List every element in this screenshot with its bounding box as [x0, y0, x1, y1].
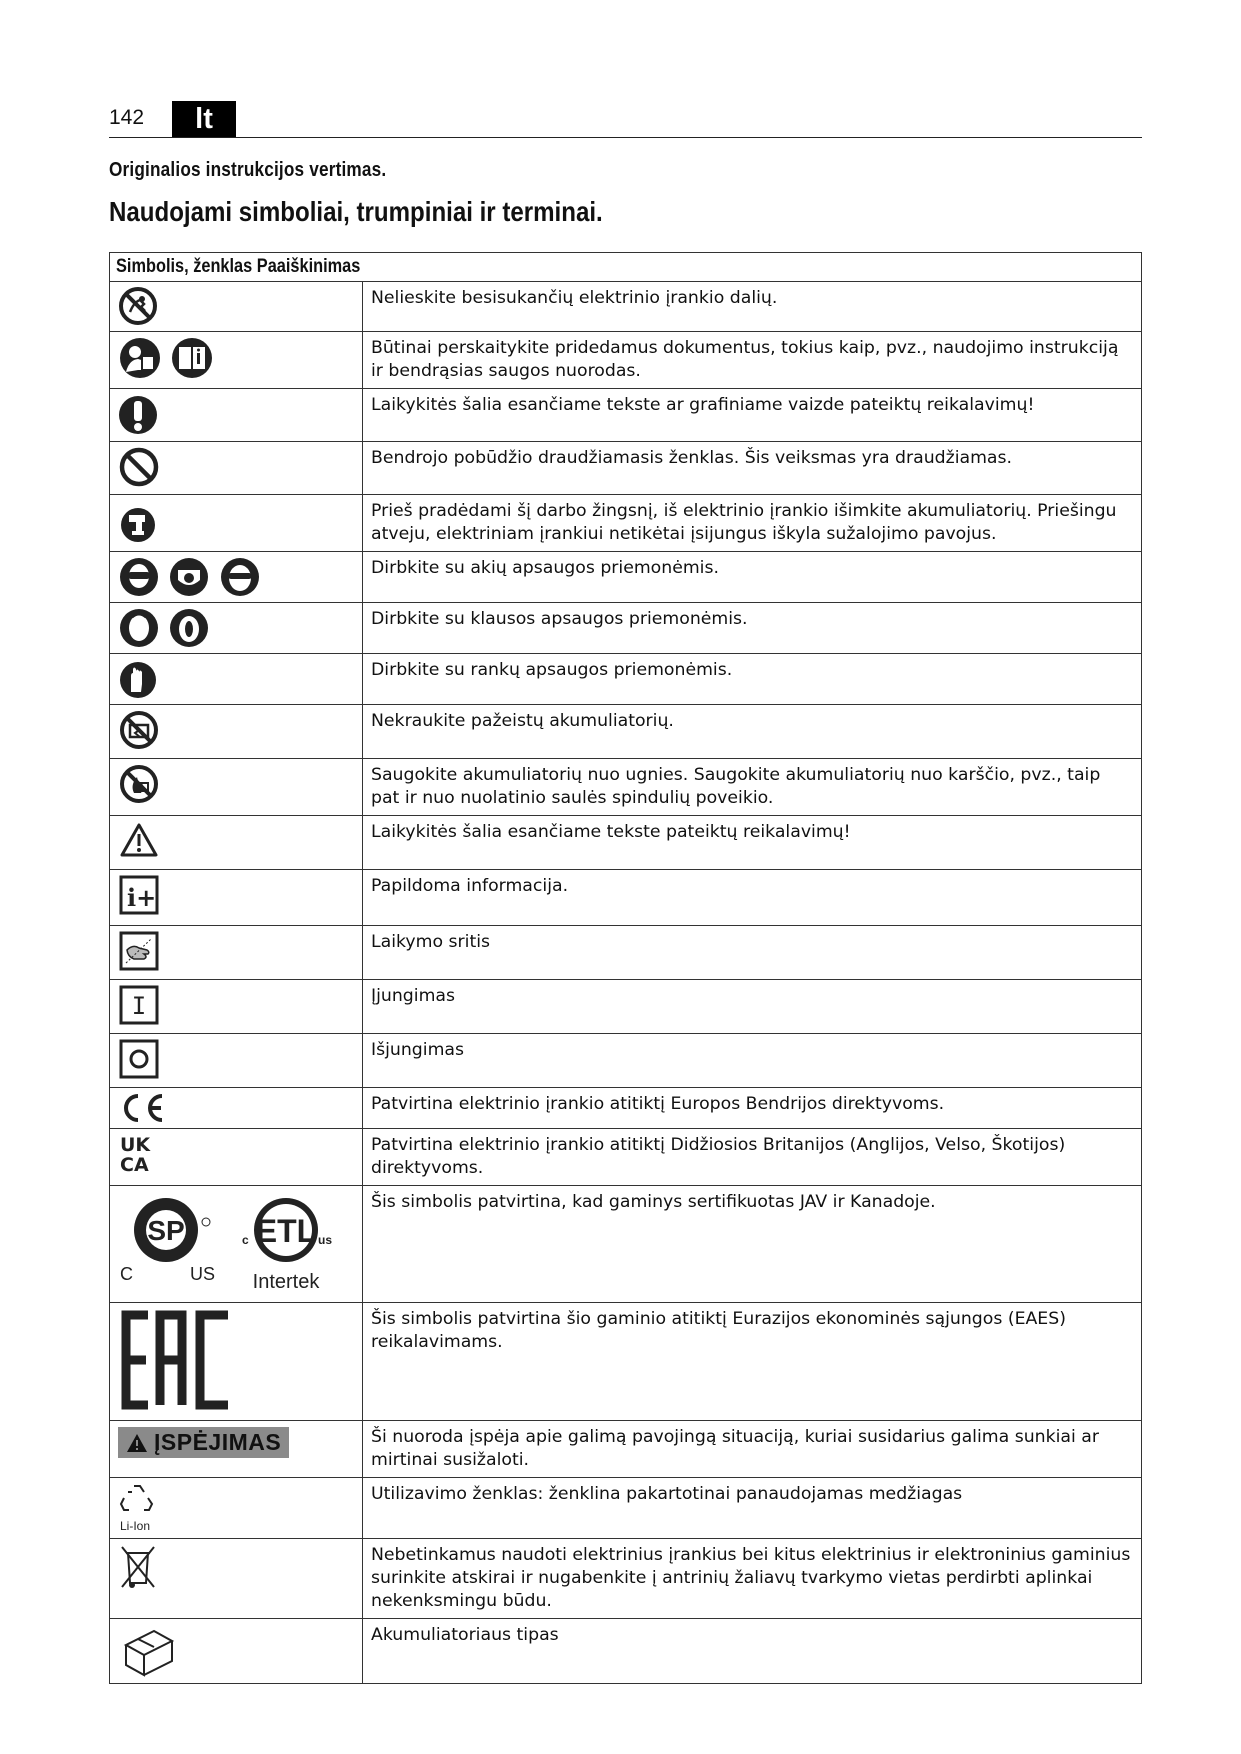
warning-triangle-icon: [118, 820, 160, 860]
svg-text:I: I: [131, 992, 147, 1020]
svg-text:ETL: ETL: [256, 1213, 317, 1249]
row-description: Nebetinkamus naudoti elektrinius įrankius bei kitus elektrinius ir elektroninius gaminius surinkite atskirai ir nugabenkite į antrinių žaliavų tvarkymo vietas perdirbti aplinkai nekenksmingu būdu.: [363, 1539, 1142, 1619]
row-description: Išjungimas: [363, 1034, 1142, 1088]
svg-text:EAC: EAC: [118, 1307, 121, 1308]
svg-text:us: us: [318, 1233, 333, 1247]
table-row: [110, 603, 1142, 654]
goggles-icon: [219, 556, 261, 598]
weee-bin-icon: [118, 1543, 160, 1591]
col-explanation-header: Paaiškinimas: [256, 256, 361, 277]
document-title: Naudojami simboliai, trumpiniai ir terminai.: [109, 196, 603, 227]
ear-protection-icon: [118, 607, 160, 649]
language-badge: lt: [172, 101, 236, 138]
row-description: Būtinai perskaitykite pridedamus dokumentus, tokius kaip, pvz., naudojimo instrukciją ir bendrąsias saugos nuorodas.: [363, 332, 1142, 389]
csa-mark-icon: [118, 1190, 228, 1290]
prohibition-icon: [118, 446, 160, 488]
table-row: [110, 705, 1142, 759]
row-description: Šis simbolis patvirtina šio gaminio atitiktį Eurazijos ekonominės sąjungos (EAES) reikalavimams.: [363, 1303, 1142, 1421]
no-damaged-battery-icon: [118, 709, 160, 751]
recycling-li-ion-icon: [118, 1482, 162, 1534]
hand-protection-icon: [118, 658, 158, 700]
svg-text:US: US: [190, 1264, 216, 1284]
table-row: [110, 870, 1142, 926]
row-description: Patvirtina elektrinio įrankio atitiktį Didžiosios Britanijos (Anglijos, Velso, Škotijos) direktyvoms.: [363, 1129, 1142, 1186]
ukca-mark-icon: [118, 1133, 158, 1175]
row-description: Nelieskite besisukančių elektrinio įrankio dalių.: [363, 282, 1142, 332]
table-row: [110, 389, 1142, 442]
eye-protection-icon: [118, 556, 160, 598]
svg-text:CA: CA: [120, 1154, 149, 1175]
table-row: [110, 1539, 1142, 1619]
row-description: Šis simbolis patvirtina, kad gaminys sertifikuotas JAV ir Kanadoje.: [363, 1186, 1142, 1303]
page-number: 142: [109, 106, 145, 129]
no-touch-rotating-icon: [118, 286, 158, 326]
row-description: Laikykitės šalia esančiame tekste ar grafiniame vaizde pateiktų reikalavimų!: [363, 389, 1142, 442]
row-description: Saugokite akumuliatorių nuo ugnies. Saugokite akumuliatorių nuo karščio, pvz., taip pat ir nuo nuolatinio saulės spindulių poveikio.: [363, 759, 1142, 816]
svg-text:SP: SP: [147, 1215, 185, 1246]
svg-text:Intertek: Intertek: [253, 1271, 320, 1293]
svg-text:UK: UK: [120, 1134, 151, 1156]
table-row: [110, 816, 1142, 870]
row-description: Dirbkite su klausos apsaugos priemonėmis.: [363, 603, 1142, 654]
row-description: Utilizavimo ženklas: ženklina pakartotinai panaudojamas medžiagas: [363, 1478, 1142, 1539]
table-row: [110, 759, 1142, 816]
power-off-icon: [118, 1038, 160, 1080]
table-row: [110, 1034, 1142, 1088]
table-row: [110, 1088, 1142, 1129]
row-description: Akumuliatoriaus tipas: [363, 1619, 1142, 1684]
row-description: Prieš pradėdami šį darbo žingsnį, iš elektrinio įrankio išimkite akumuliatorių. Priešingu atveju, elektriniam įrankiui netikėtai įsijungus iškyla sužalojimo pavojus.: [363, 495, 1142, 552]
row-description: Bendrojo pobūdžio draudžiamasis ženklas. Šis veiksmas yra draudžiamas.: [363, 442, 1142, 495]
table-row: [110, 980, 1142, 1034]
table-header-row: [110, 253, 1142, 282]
table-row: [110, 926, 1142, 980]
symbols-table: [109, 252, 1142, 1684]
document-subtitle: Originalios instrukcijos vertimas.: [109, 159, 387, 181]
table-row: [110, 1303, 1142, 1421]
row-description: Patvirtina elektrinio įrankio atitiktį Europos Bendrijos direktyvoms.: [363, 1088, 1142, 1129]
etl-mark-icon: [236, 1190, 336, 1296]
table-row: [110, 552, 1142, 603]
table-row: [110, 332, 1142, 389]
ear-muffs-icon: [168, 607, 210, 649]
table-row: [110, 1421, 1142, 1478]
power-on-icon: [118, 984, 160, 1026]
row-description: Papildoma informacija.: [363, 870, 1142, 926]
table-row: [110, 1478, 1142, 1539]
table-row: [110, 1129, 1142, 1186]
eac-mark-icon: [118, 1307, 238, 1413]
col-symbol-header: Simbolis, ženklas: [116, 256, 253, 277]
row-description: Laikykitės šalia esančiame tekste pateiktų reikalavimų!: [363, 816, 1142, 870]
no-fire-battery-icon: [118, 763, 160, 805]
table-row: [110, 495, 1142, 552]
manual-book-icon: [170, 336, 214, 380]
info-plus-icon: [118, 874, 160, 916]
table-row: [110, 442, 1142, 495]
row-description: Įjungimas: [363, 980, 1142, 1034]
face-shield-icon: [168, 556, 210, 598]
row-description: Laikymo sritis: [363, 926, 1142, 980]
exclamation-icon: [118, 393, 158, 437]
table-row: [110, 282, 1142, 332]
table-row: [110, 654, 1142, 705]
svg-text:C: C: [120, 1264, 133, 1284]
remove-battery-icon: [118, 499, 158, 543]
row-description: Nekraukite pažeistų akumuliatorių.: [363, 705, 1142, 759]
read-manual-icon: [118, 336, 162, 380]
grip-area-icon: [118, 930, 160, 972]
header-rule: [109, 137, 1142, 138]
svg-text:Li-Ion: Li-Ion: [120, 1519, 151, 1533]
svg-text:c: c: [242, 1233, 250, 1247]
table-row: [110, 1619, 1142, 1684]
row-description: Ši nuoroda įspėja apie galimą pavojingą situaciją, kuriai susidarius galima sunkiai ar mirtinai susižaloti.: [363, 1421, 1142, 1478]
warning-label-icon: ĮSPĖJIMAS: [118, 1427, 289, 1458]
battery-pack-icon: [118, 1623, 176, 1679]
row-description: Dirbkite su akių apsaugos priemonėmis.: [363, 552, 1142, 603]
row-description: Dirbkite su rankų apsaugos priemonėmis.: [363, 654, 1142, 705]
table-row: [110, 1186, 1142, 1303]
ce-mark-icon: [118, 1092, 166, 1124]
svg-text:i+: i+: [127, 883, 157, 912]
